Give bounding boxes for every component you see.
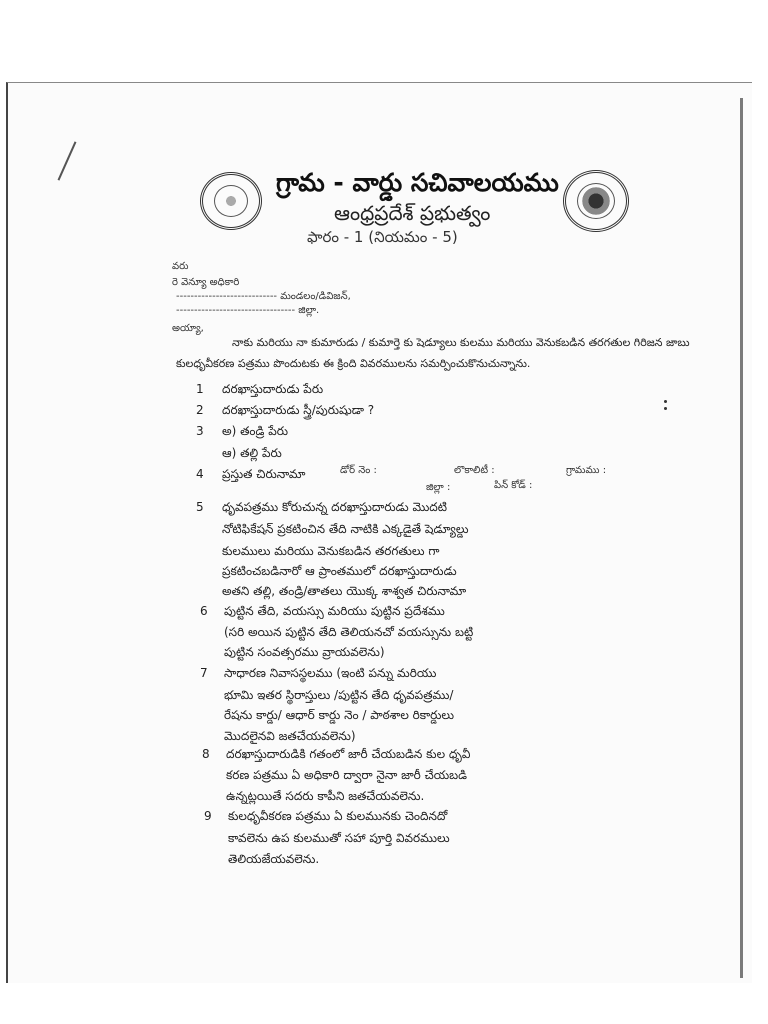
district-label: జిల్లా : xyxy=(426,482,451,493)
item-number: 9 xyxy=(204,809,212,823)
item-number: 8 xyxy=(202,747,210,761)
page-edge xyxy=(740,98,743,978)
item-number: 6 xyxy=(200,604,208,618)
speck xyxy=(664,407,667,410)
item-6-line: పుట్టిన తేది, వయస్సు మరియు పుట్టిన ప్రదేశము xyxy=(224,604,445,618)
item-4-line: ప్రస్తుత చిరునామా xyxy=(222,467,306,481)
item-number: 2 xyxy=(196,403,204,417)
intro-line-1: నాకు మరియు నా కుమారుడు / కుమార్తె కు షెడ్యూలు కులము మరియు వెనుకబడిన తరగతుల గిరిజన జాబు xyxy=(232,336,690,349)
pin-code-label: పిన్ కోడ్ : xyxy=(494,480,533,491)
item-number: 5 xyxy=(196,500,204,514)
item-2-line: దరఖాస్తుదారుడు స్త్రీ/పురుషుడా ? xyxy=(222,403,375,417)
address-district: --------------------------------- జిల్లా. xyxy=(176,305,320,316)
item-8-line: కరణ పత్రము ఏ అధికారి ద్వారా నైనా జారీ చేయబడి xyxy=(226,768,468,782)
address-mandal: ---------------------------- మండలం/డివిజన్, xyxy=(176,291,351,302)
item-number: 1 xyxy=(196,382,204,396)
item-3-line-a: అ) తండ్రి పేరు xyxy=(222,424,289,438)
locality-label: లొకాలిటీ : xyxy=(454,465,495,476)
ap-emblem-icon xyxy=(200,172,262,230)
document-title: గ్రామ - వార్డు సచివాలయము xyxy=(276,168,559,197)
item-8-line: దరఖాస్తుదారుడికి గతంలో జారీ చేయబడిన కుల ధృవీ xyxy=(226,747,471,761)
item-8-line: ఉన్నట్లయితే సదరు కాపీని జతచేయవలెను. xyxy=(226,789,425,803)
address-officer: రె వెన్యూ అధికారి xyxy=(172,277,240,288)
item-5-line: నోటిఫికేషన్ ప్రకటించిన తేది నాటికి ఎక్కడైతే షెడ్యూల్డు xyxy=(222,522,469,536)
village-label: గ్రామము : xyxy=(566,465,607,476)
item-5-line: అతని తల్లి, తండ్రి/తాతలు యొక్క శాశ్వత చిరునామా xyxy=(222,584,467,598)
item-9-line: తెలియజేయవలెను. xyxy=(228,852,320,866)
door-no-label: డోర్ నెం : xyxy=(340,465,377,476)
speck xyxy=(664,400,667,403)
item-9-line: కులధృవీకరణ పత్రము ఏ కులమునకు చెందినదో xyxy=(228,809,448,823)
document-subtitle: ఆంధ్రప్రదేశ్ ప్రభుత్వం xyxy=(334,201,491,225)
item-6-line: పుట్టిన సంవత్సరము వ్రాయవలెను) xyxy=(224,645,385,659)
item-7-line: మొదలైనవి జతచేయవలెను) xyxy=(224,729,356,743)
item-5-line: ప్రకటించబడినారో ఆ ప్రాంతములో దరఖాస్తుదారుడు xyxy=(222,564,457,578)
item-7-line: రేషను కార్డు/ ఆధార్ కార్డు నెం / పాఠశాల రికార్డులు xyxy=(224,708,455,722)
item-3-line-b: ఆ) తల్లి పేరు xyxy=(222,446,282,460)
address-to: వరు xyxy=(172,261,189,272)
item-number: 7 xyxy=(200,666,208,680)
item-1-line: దరఖాస్తుదారుడు పేరు xyxy=(222,382,324,396)
item-number: 4 xyxy=(196,467,204,481)
intro-line-2: కులధృవీకరణ పత్రము పొందుటకు ఈ క్రింది వివరములను సమర్పించుకొనుచున్నాను. xyxy=(176,357,531,370)
item-7-line: భూమి ఇతర స్థిరాస్తులు /పుట్టిన తేది ధృవపత్రము/ xyxy=(224,688,454,702)
item-7-line: సాధారణ నివాసస్థలము (ఇంటి పన్ను మరియు xyxy=(224,666,437,680)
item-6-line: (సరి అయిన పుట్టిన తేది తెలియనచో వయస్సును బట్టి xyxy=(224,625,474,639)
item-5-line: కులములు మరియు వెనుకబడిన తరగతులు గా xyxy=(222,544,440,558)
form-number: ఫారం - 1 (నియమం - 5) xyxy=(307,228,458,246)
item-9-line: కావలెను ఉప కులముతో సహా పూర్తి వివరములు xyxy=(228,831,450,845)
item-number: 3 xyxy=(196,424,204,438)
government-seal-icon xyxy=(563,170,629,232)
item-5-line: ధృవపత్రము కోరుచున్న దరఖాస్తుదారుడు మొదటి xyxy=(222,500,448,514)
salutation: అయ్యా, xyxy=(172,323,204,334)
